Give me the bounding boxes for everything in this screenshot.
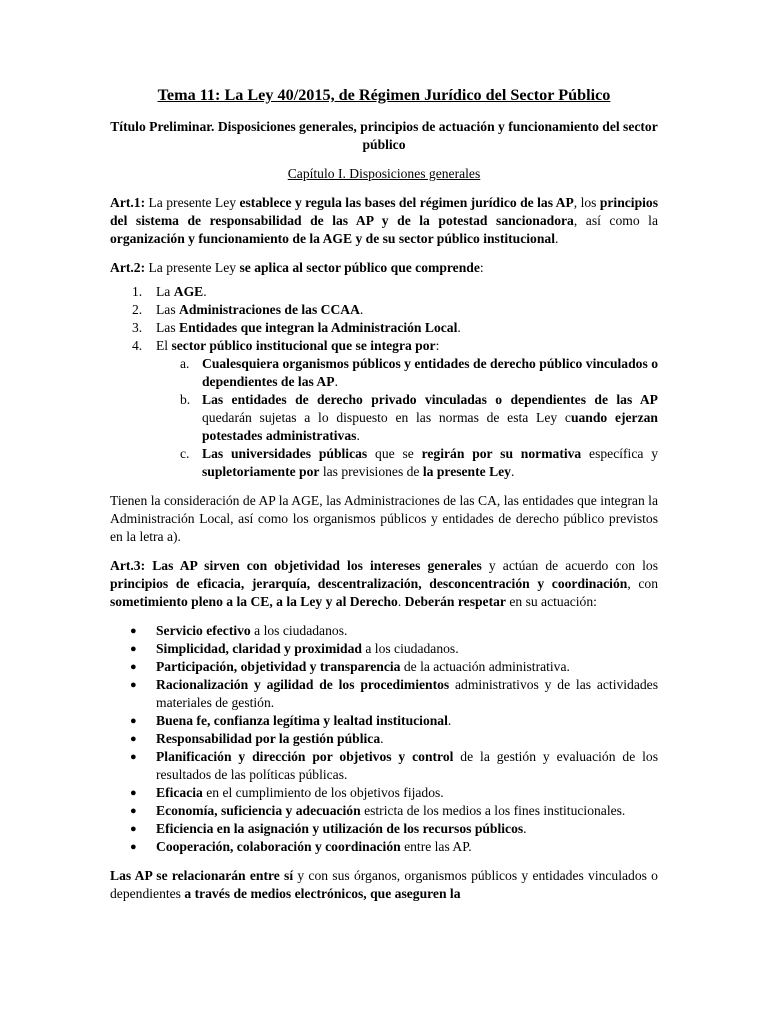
text-span: y actúan de acuerdo con los xyxy=(481,558,659,573)
list-number: 3. xyxy=(132,320,143,335)
bold-span: regirán por su normativa xyxy=(421,446,582,461)
text-span: . xyxy=(334,374,338,389)
bold-span: Economía, suficiencia y adecuación xyxy=(156,803,361,818)
text-span: de la actuación administrativa. xyxy=(400,659,570,674)
bold-span: Las universidades públicas xyxy=(202,446,368,461)
sublist-item xyxy=(110,445,658,481)
list-item xyxy=(110,319,658,337)
list-number: 2. xyxy=(132,302,143,317)
text-span: entre las AP. xyxy=(400,839,472,854)
bullet-item xyxy=(110,820,658,838)
bold-span: Planificación y dirección por objetivos y control xyxy=(156,749,454,764)
bold-span: Eficacia xyxy=(156,785,203,800)
bold-span: Racionalización y agilidad de los procedimientos xyxy=(156,677,450,692)
sublist-item xyxy=(110,355,658,391)
bullet-icon: ● xyxy=(130,751,137,763)
bold-span: Las entidades de derecho privado vinculadas o dependientes de las AP xyxy=(202,392,658,407)
text-span: en el cumplimiento de los objetivos fijados. xyxy=(202,785,444,800)
text-span: las previsiones de xyxy=(319,464,423,479)
article-2-list xyxy=(110,283,658,481)
bold-span: se aplica al sector público que comprende xyxy=(239,260,480,275)
text-span: : xyxy=(435,338,440,353)
section-subtitle: Título Preliminar. Disposiciones generales, principios de actuación y funcionamiento del sector público xyxy=(110,119,658,152)
bold-span: organización y funcionamiento de la AGE y de su sector público institucional xyxy=(110,231,555,246)
text-span: estricta de los medios a los fines institucionales. xyxy=(360,803,626,818)
text-span: El xyxy=(156,338,172,353)
bold-span: sometimiento pleno a la CE, a la Ley y al Derecho xyxy=(110,594,398,609)
bullet-item xyxy=(110,622,658,640)
bullet-icon: ● xyxy=(130,643,137,655)
bold-span: Simplicidad, claridad y proximidad xyxy=(156,641,362,656)
bullet-item xyxy=(110,802,658,820)
bold-span: uando ejerzan potestades administrativas xyxy=(202,410,658,443)
bullet-item xyxy=(110,784,658,802)
list-item xyxy=(110,337,658,355)
sublist-letter: a. xyxy=(180,356,190,371)
bold-span: Deberán respetar xyxy=(404,594,506,609)
bullet-icon: ● xyxy=(130,679,137,691)
bullet-icon: ● xyxy=(130,823,137,835)
bold-span: la presente Ley xyxy=(422,464,511,479)
bullet-icon: ● xyxy=(130,841,137,853)
bullet-item xyxy=(110,730,658,748)
sublist-container xyxy=(110,355,658,481)
article-1-paragraph xyxy=(110,194,658,248)
consideration-paragraph: Tienen la consideración de AP la AGE, las Administraciones de las CA, las entidades que integran la Administración Local, así como los organismos públicos y entidades de derecho público previstos en la letra a). xyxy=(110,493,658,544)
bullet-icon: ● xyxy=(130,733,137,745)
text-span: . xyxy=(523,821,527,836)
bold-span: sector público institucional que se integra por xyxy=(171,338,436,353)
bullet-icon: ● xyxy=(130,787,137,799)
text-span: La presente Ley xyxy=(145,260,240,275)
text-span: . xyxy=(359,302,364,317)
bullet-item xyxy=(110,640,658,658)
text-span: en su actuación: xyxy=(505,594,597,609)
text-span: a los ciudadanos. xyxy=(361,641,459,656)
text-span: . xyxy=(203,284,207,299)
bold-span: Entidades que integran la Administración Local xyxy=(179,320,458,335)
chapter-heading: Capítulo I. Disposiciones generales xyxy=(287,166,481,181)
bullet-icon: ● xyxy=(130,715,137,727)
text-span: de la gestión y evaluación de los resultados de las políticas públicas. xyxy=(156,749,658,782)
bold-span: Cualesquiera organismos públicos y entidades de derecho público vinculados o dependientes de las AP xyxy=(202,356,658,389)
bullet-icon: ● xyxy=(130,661,137,673)
text-span: . xyxy=(510,464,515,479)
text-span: Las xyxy=(156,302,180,317)
list-number: 1. xyxy=(132,284,143,299)
bold-span: Participación, objetividad y transparencia xyxy=(156,659,401,674)
text-span: . xyxy=(457,320,461,335)
bullet-icon: ● xyxy=(130,625,137,637)
article-2-sublist xyxy=(110,355,658,481)
text-span: Las xyxy=(156,320,180,335)
bullet-item xyxy=(110,712,658,730)
article-3-label: Art.3: xyxy=(110,558,146,573)
bullet-item xyxy=(110,676,658,712)
bold-span: Buena fe, confianza legítima y lealtad institucional xyxy=(156,713,448,728)
text-span: administrativos y de las actividades materiales de gestión. xyxy=(156,677,659,710)
article-2-paragraph xyxy=(110,259,658,277)
text-span: a los ciudadanos. xyxy=(250,623,348,638)
text-span: . xyxy=(554,231,559,246)
bullet-icon: ● xyxy=(130,805,137,817)
sublist-letter: c. xyxy=(180,446,190,461)
text-span: : xyxy=(479,260,484,275)
document-body xyxy=(110,85,658,914)
final-paragraph xyxy=(110,867,658,903)
bold-span: Cooperación, colaboración y coordinación xyxy=(156,839,401,854)
bold-span: principios del sistema de responsabilidad de las AP y de la potestad sancionadora xyxy=(110,195,658,228)
text-span: La xyxy=(156,284,174,299)
bold-span: Las AP sirven con objetividad los intereses generales xyxy=(145,558,482,573)
text-span: La presente Ley xyxy=(145,195,240,210)
text-span: , así como la xyxy=(573,213,658,228)
text-span: que se xyxy=(367,446,422,461)
bold-span: Eficiencia en la asignación y utilización de los recursos públicos xyxy=(156,821,524,836)
bold-span: supletoriamente por xyxy=(202,464,320,479)
text-span: específica y xyxy=(581,446,658,461)
text-span: . xyxy=(447,713,452,728)
article-1-label: Art.1: xyxy=(110,195,146,210)
bold-span: a través de medios electrónicos, que aseguren la xyxy=(184,886,461,901)
text-span: y con sus órganos, organismos públicos y entidades vinculados o dependientes xyxy=(110,868,658,901)
list-item xyxy=(110,301,658,319)
text-span: , con xyxy=(627,576,658,591)
bold-span: Las AP se relacionarán entre sí xyxy=(110,868,294,883)
list-item xyxy=(110,283,658,301)
bold-span: Responsabilidad por la gestión pública xyxy=(156,731,381,746)
bullet-item xyxy=(110,838,658,856)
article-3-paragraph xyxy=(110,557,658,611)
bold-span: Servicio efectivo xyxy=(156,623,251,638)
list-number: 4. xyxy=(132,338,143,353)
bullet-item xyxy=(110,658,658,676)
bold-span: Administraciones de las CCAA xyxy=(179,302,360,317)
bold-span: AGE xyxy=(173,284,204,299)
sublist-item xyxy=(110,391,658,445)
text-span: , los xyxy=(573,195,600,210)
text-span: . xyxy=(356,428,360,443)
bullet-item xyxy=(110,748,658,784)
article-2-label: Art.2: xyxy=(110,260,146,275)
principles-bullet-list xyxy=(110,622,658,856)
document-title: Tema 11: La Ley 40/2015, de Régimen Jurídico del Sector Público xyxy=(157,86,611,104)
bold-span: establece y regula las bases del régimen jurídico de las AP xyxy=(239,195,574,210)
sublist-letter: b. xyxy=(180,392,191,407)
bold-span: principios de eficacia, jerarquía, descentralización, desconcentración y coordinación xyxy=(110,576,628,591)
text-span: . xyxy=(380,731,384,746)
text-span: quedarán sujetas a lo dispuesto en las normas de esta Ley c xyxy=(202,410,571,425)
text-span: . xyxy=(397,594,405,609)
